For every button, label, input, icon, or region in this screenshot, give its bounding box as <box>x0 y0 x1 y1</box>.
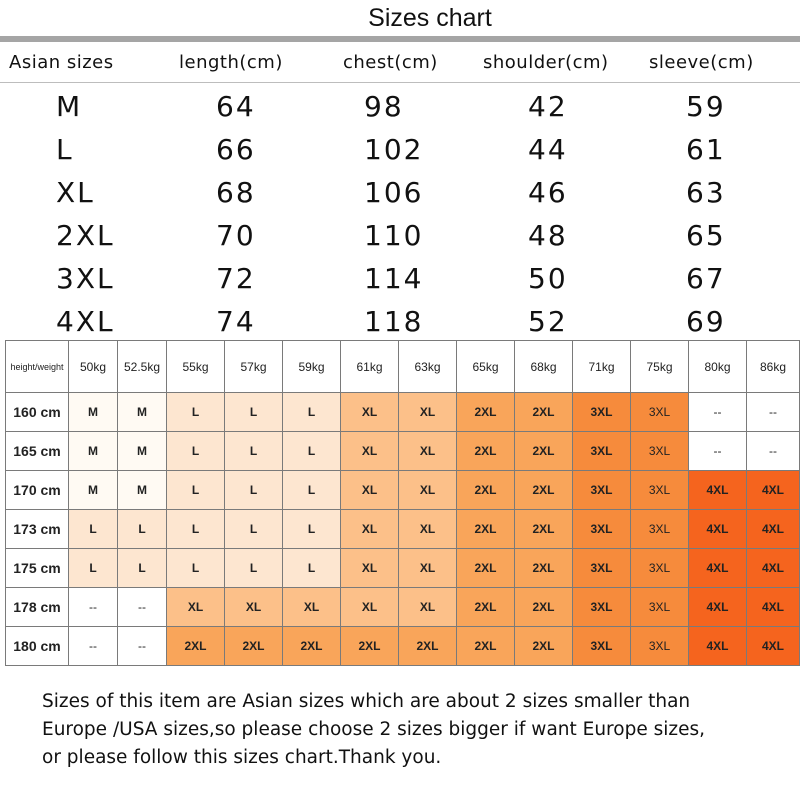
size-note <box>42 688 782 772</box>
length-cell: 72 <box>216 262 256 295</box>
corner-label: height/weight <box>6 341 69 393</box>
size-recommendation-cell: XL <box>225 588 283 627</box>
size-recommendation-cell: L <box>283 510 341 549</box>
chest-cell: 110 <box>364 219 424 252</box>
size-recommendation-cell: L <box>225 510 283 549</box>
height-label: 160 cm <box>6 393 69 432</box>
size-recommendation-cell: 4XL <box>689 471 747 510</box>
size-recommendation-cell: 2XL <box>515 393 573 432</box>
size-recommendation-cell: XL <box>399 510 457 549</box>
title-divider <box>0 36 800 42</box>
size-row <box>0 129 800 172</box>
size-recommendation-cell: M <box>118 432 167 471</box>
size-recommendation-cell: 2XL <box>457 432 515 471</box>
header-divider <box>0 82 800 83</box>
shoulder-cell: 52 <box>528 305 568 338</box>
size-recommendation-cell: L <box>167 510 225 549</box>
size-recommendation-cell: 3XL <box>573 471 631 510</box>
height-row <box>6 471 800 510</box>
size-recommendation-cell: -- <box>747 432 800 471</box>
size-recommendation-cell: L <box>283 432 341 471</box>
size-recommendation-cell: 3XL <box>631 471 689 510</box>
size-recommendation-cell: 2XL <box>399 627 457 666</box>
size-recommendation-cell: 3XL <box>631 393 689 432</box>
size-recommendation-cell: 3XL <box>573 549 631 588</box>
size-recommendation-cell: M <box>118 393 167 432</box>
size-recommendation-cell: XL <box>399 471 457 510</box>
weight-header: 63kg <box>399 341 457 393</box>
size-recommendation-cell: 4XL <box>689 549 747 588</box>
height-label: 180 cm <box>6 627 69 666</box>
size-recommendation-cell: 3XL <box>631 549 689 588</box>
size-row <box>0 301 800 344</box>
size-recommendation-cell: XL <box>399 588 457 627</box>
shoulder-cell: 42 <box>528 90 568 123</box>
weight-header: 57kg <box>225 341 283 393</box>
header-chest: chest(cm) <box>343 52 438 73</box>
sleeve-cell: 65 <box>686 219 726 252</box>
size-recommendation-cell: 2XL <box>457 588 515 627</box>
size-cell: M <box>56 90 83 123</box>
size-recommendation-cell: 3XL <box>631 510 689 549</box>
size-recommendation-cell: L <box>283 471 341 510</box>
size-recommendation-cell: L <box>225 471 283 510</box>
size-recommendation-cell: M <box>69 471 118 510</box>
size-recommendation-cell: 4XL <box>747 471 800 510</box>
chest-cell: 106 <box>364 176 424 209</box>
size-recommendation-cell: 3XL <box>573 432 631 471</box>
height-row <box>6 510 800 549</box>
chest-cell: 102 <box>364 133 424 166</box>
size-recommendation-cell: XL <box>341 471 399 510</box>
size-recommendation-cell: XL <box>341 432 399 471</box>
length-cell: 64 <box>216 90 256 123</box>
size-recommendation-cell: 3XL <box>631 588 689 627</box>
size-recommendation-cell: 4XL <box>689 588 747 627</box>
sleeve-cell: 61 <box>686 133 726 166</box>
size-recommendation-cell: 3XL <box>573 588 631 627</box>
sleeve-cell: 67 <box>686 262 726 295</box>
height-label: 165 cm <box>6 432 69 471</box>
shoulder-cell: 44 <box>528 133 568 166</box>
weight-header: 52.5kg <box>118 341 167 393</box>
size-recommendation-cell: -- <box>689 432 747 471</box>
size-recommendation-cell: 4XL <box>689 510 747 549</box>
size-recommendation-cell: L <box>283 393 341 432</box>
weight-header: 61kg <box>341 341 399 393</box>
size-recommendation-cell: 2XL <box>515 588 573 627</box>
weight-header: 75kg <box>631 341 689 393</box>
page-title: Sizes chart <box>368 4 492 32</box>
weight-header: 55kg <box>167 341 225 393</box>
height-row <box>6 627 800 666</box>
height-row <box>6 588 800 627</box>
size-recommendation-cell: -- <box>118 588 167 627</box>
size-recommendation-cell: L <box>167 432 225 471</box>
weight-header: 50kg <box>69 341 118 393</box>
size-recommendation-cell: 4XL <box>747 627 800 666</box>
size-recommendation-cell: XL <box>167 588 225 627</box>
sleeve-cell: 59 <box>686 90 726 123</box>
size-recommendation-cell: L <box>69 549 118 588</box>
size-recommendation-cell: 2XL <box>515 549 573 588</box>
height-label: 170 cm <box>6 471 69 510</box>
size-recommendation-cell: L <box>69 510 118 549</box>
length-cell: 74 <box>216 305 256 338</box>
size-row <box>0 215 800 258</box>
shoulder-cell: 46 <box>528 176 568 209</box>
size-recommendation-cell: -- <box>69 588 118 627</box>
size-recommendation-cell: M <box>69 432 118 471</box>
size-recommendation-cell: M <box>118 471 167 510</box>
size-recommendation-cell: L <box>118 510 167 549</box>
height-label: 175 cm <box>6 549 69 588</box>
shoulder-cell: 48 <box>528 219 568 252</box>
size-recommendation-cell: XL <box>399 432 457 471</box>
header-sleeve: sleeve(cm) <box>649 52 754 73</box>
size-recommendation-cell: L <box>283 549 341 588</box>
size-recommendation-cell: L <box>225 549 283 588</box>
size-recommendation-cell: XL <box>399 393 457 432</box>
size-recommendation-cell: 2XL <box>167 627 225 666</box>
weight-header: 86kg <box>747 341 800 393</box>
header-length: length(cm) <box>179 52 283 73</box>
size-recommendation-cell: L <box>167 471 225 510</box>
weight-header: 80kg <box>689 341 747 393</box>
size-recommendation-cell: 4XL <box>747 549 800 588</box>
height-row <box>6 432 800 471</box>
size-recommendation-cell: XL <box>341 393 399 432</box>
height-row <box>6 393 800 432</box>
size-recommendation-cell: XL <box>283 588 341 627</box>
chest-cell: 98 <box>364 90 404 123</box>
height-weight-chart <box>5 340 800 666</box>
size-recommendation-cell: 2XL <box>341 627 399 666</box>
chest-cell: 114 <box>364 262 424 295</box>
size-recommendation-cell: L <box>167 393 225 432</box>
size-recommendation-cell: 2XL <box>283 627 341 666</box>
size-recommendation-cell: 4XL <box>747 588 800 627</box>
size-recommendation-cell: L <box>225 432 283 471</box>
weight-header: 65kg <box>457 341 515 393</box>
size-recommendation-cell: 3XL <box>573 510 631 549</box>
note-line: Sizes of this item are Asian sizes which are about 2 sizes smaller than <box>42 691 691 712</box>
size-recommendation-cell: XL <box>399 549 457 588</box>
size-recommendation-cell: -- <box>69 627 118 666</box>
note-line: or please follow this sizes chart.Thank you. <box>42 747 442 768</box>
size-cell: 2XL <box>56 219 115 252</box>
size-recommendation-cell: 2XL <box>457 549 515 588</box>
size-row <box>0 86 800 129</box>
size-row <box>0 258 800 301</box>
sleeve-cell: 63 <box>686 176 726 209</box>
size-recommendation-cell: 4XL <box>689 627 747 666</box>
size-recommendation-cell: 2XL <box>515 432 573 471</box>
height-row <box>6 549 800 588</box>
size-recommendation-cell: 2XL <box>457 627 515 666</box>
size-recommendation-cell: 2XL <box>515 627 573 666</box>
size-recommendation-cell: L <box>167 549 225 588</box>
size-recommendation-cell: -- <box>689 393 747 432</box>
chest-cell: 118 <box>364 305 424 338</box>
weight-header: 71kg <box>573 341 631 393</box>
size-recommendation-cell: 3XL <box>631 432 689 471</box>
length-cell: 68 <box>216 176 256 209</box>
size-row <box>0 172 800 215</box>
size-cell: L <box>56 133 74 166</box>
size-recommendation-cell: L <box>118 549 167 588</box>
size-recommendation-cell: L <box>225 393 283 432</box>
header-asian-sizes: Asian sizes <box>9 52 114 73</box>
header-shoulder: shoulder(cm) <box>483 52 609 73</box>
size-table-header <box>0 44 800 82</box>
height-label: 178 cm <box>6 588 69 627</box>
weight-header: 59kg <box>283 341 341 393</box>
size-recommendation-cell: 2XL <box>515 471 573 510</box>
weight-header: 68kg <box>515 341 573 393</box>
size-recommendation-cell: 2XL <box>457 393 515 432</box>
size-recommendation-cell: M <box>69 393 118 432</box>
size-recommendation-cell: 3XL <box>573 627 631 666</box>
sleeve-cell: 69 <box>686 305 726 338</box>
size-recommendation-cell: 2XL <box>515 510 573 549</box>
size-recommendation-cell: 3XL <box>631 627 689 666</box>
size-recommendation-cell: XL <box>341 549 399 588</box>
size-recommendation-cell: XL <box>341 588 399 627</box>
size-recommendation-cell: 2XL <box>457 510 515 549</box>
length-cell: 66 <box>216 133 256 166</box>
size-recommendation-cell: -- <box>747 393 800 432</box>
size-cell: 3XL <box>56 262 115 295</box>
note-line: Europe /USA sizes,so please choose 2 sizes bigger if want Europe sizes, <box>42 719 705 740</box>
size-recommendation-cell: 3XL <box>573 393 631 432</box>
size-recommendation-cell: 4XL <box>747 510 800 549</box>
size-recommendation-cell: XL <box>341 510 399 549</box>
size-recommendation-cell: -- <box>118 627 167 666</box>
size-recommendation-cell: 2XL <box>457 471 515 510</box>
shoulder-cell: 50 <box>528 262 568 295</box>
size-recommendation-cell: 2XL <box>225 627 283 666</box>
height-label: 173 cm <box>6 510 69 549</box>
weight-header-row <box>6 341 800 393</box>
size-cell: 4XL <box>56 305 115 338</box>
size-cell: XL <box>56 176 95 209</box>
length-cell: 70 <box>216 219 256 252</box>
